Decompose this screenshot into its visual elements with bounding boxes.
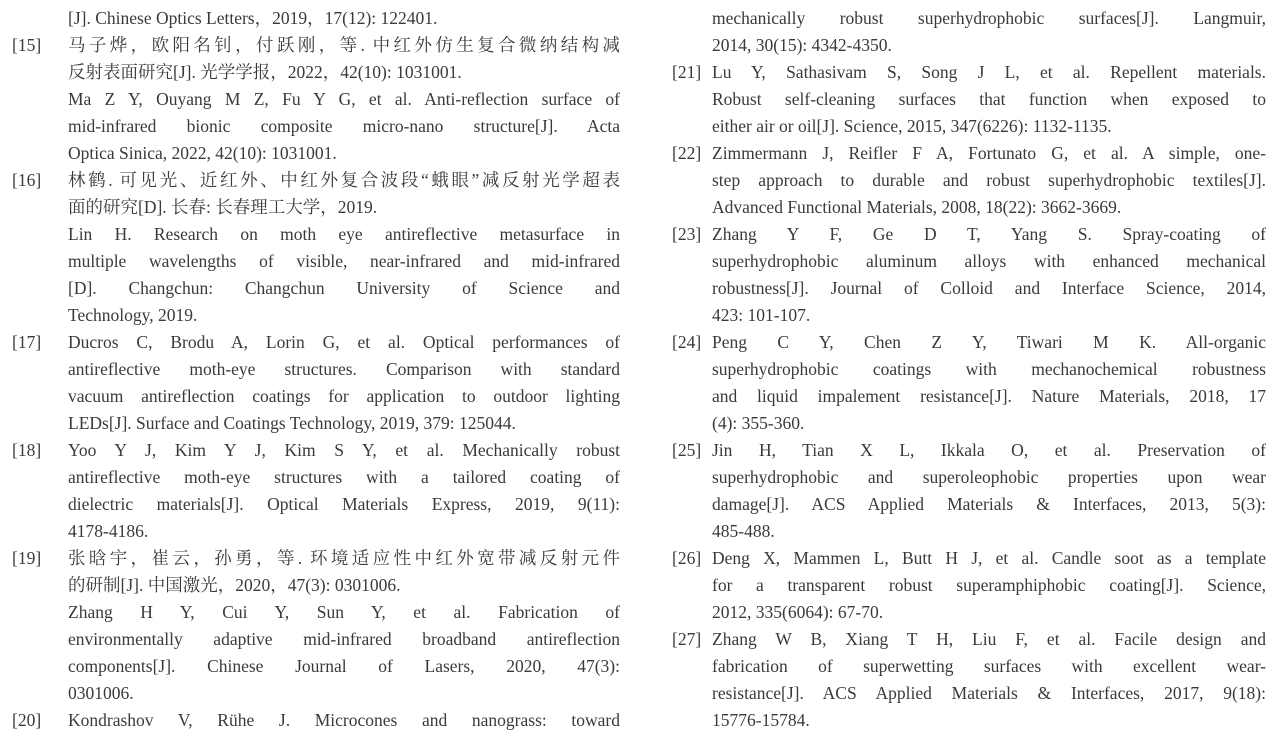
- reference-line: Zhang H Y, Cui Y, Sun Y, et al. Fabrication of: [68, 602, 620, 622]
- reference-number: [21]: [672, 62, 702, 82]
- reference-entry: [672, 545, 1266, 626]
- reference-text: [68, 32, 620, 167]
- reference-line: Robust self-cleaning surfaces that function when exposed to: [712, 89, 1266, 109]
- reference-line: either air or oil[J]. Science, 2015, 347(6226): 1132-1135.: [712, 116, 1112, 136]
- reference-line: damage[J]. ACS Applied Materials & Interfaces, 2013, 5(3):: [712, 494, 1266, 514]
- reference-line: 林鹤. 可见光、近红外、中红外复合波段“蛾眼”减反射光学超表: [68, 170, 620, 190]
- reference-line: 张晗宇，崔云，孙勇，等. 环境适应性中红外宽带减反射元件: [68, 548, 620, 568]
- reference-text: [68, 329, 620, 437]
- reference-line: and liquid impalement resistance[J]. Nature Materials, 2018, 17: [712, 386, 1266, 406]
- reference-entry: [672, 5, 1266, 59]
- reference-number: [672, 5, 712, 32]
- reference-line: Zhang W B, Xiang T H, Liu F, et al. Facile design and: [712, 629, 1266, 649]
- reference-entry: [672, 329, 1266, 437]
- reference-entry: [672, 140, 1266, 221]
- references-column-left: [12, 5, 620, 734]
- reference-line: superhydrophobic coatings with mechanochemical robustness: [712, 359, 1266, 379]
- reference-line: 马子烨，欧阳名钊，付跃刚，等. 中红外仿生复合微纳结构减: [68, 35, 620, 55]
- reference-text: [68, 5, 620, 32]
- reference-number: [19]: [12, 548, 42, 568]
- reference-number: [12, 5, 68, 32]
- reference-number: [22]: [672, 143, 702, 163]
- reference-entry: [672, 626, 1266, 734]
- reference-line: components[J]. Chinese Journal of Lasers, 2020, 47(3):: [68, 656, 620, 676]
- reference-number: [26]: [672, 548, 702, 568]
- reference-line: environmentally adaptive mid-infrared broadband antireflection: [68, 629, 620, 649]
- reference-line: Peng C Y, Chen Z Y, Tiwari M K. All-organic: [712, 332, 1266, 352]
- reference-line: Ma Z Y, Ouyang M Z, Fu Y G, et al. Anti-reflection surface of: [68, 89, 620, 109]
- reference-text: [712, 221, 1266, 329]
- reference-text: [68, 167, 620, 329]
- reference-line: mid-infrared bionic composite micro-nano structure[J]. Acta: [68, 116, 620, 136]
- reference-text: [712, 329, 1266, 437]
- reference-line: Optica Sinica, 2022, 42(10): 1031001.: [68, 143, 337, 163]
- reference-line: 2012, 335(6064): 67-70.: [712, 602, 884, 622]
- reference-line: Zhang Y F, Ge D T, Yang S. Spray-coating of: [712, 224, 1266, 244]
- reference-line: 2014, 30(15): 4342-4350.: [712, 35, 892, 55]
- reference-line: Zimmermann J, Reifler F A, Fortunato G, et al. A simple, one-: [712, 143, 1266, 163]
- reference-line: LEDs[J]. Surface and Coatings Technology, 2019, 379: 125044.: [68, 413, 516, 433]
- reference-number: [15]: [12, 35, 42, 55]
- reference-number: [25]: [672, 440, 702, 460]
- reference-line: 面的研究[D]. 长春: 长春理工大学，2019.: [68, 197, 378, 217]
- references-column-right: [672, 5, 1266, 734]
- reference-entry: [12, 545, 620, 707]
- reference-line: multiple wavelengths of visible, near-infrared and mid-infrared: [68, 251, 620, 271]
- reference-line: Ducros C, Brodu A, Lorin G, et al. Optical performances of: [68, 332, 620, 352]
- reference-entry: [12, 167, 620, 329]
- reference-text: [712, 59, 1266, 140]
- reference-line: Technology, 2019.: [68, 305, 198, 325]
- reference-line: 4178-4186.: [68, 521, 149, 541]
- reference-number: [23]: [672, 224, 702, 244]
- reference-number: [16]: [12, 170, 42, 190]
- reference-entry: [12, 707, 620, 734]
- reference-entry: [672, 221, 1266, 329]
- reference-line: mechanically robust superhydrophobic surfaces[J]. Langmuir,: [712, 8, 1266, 28]
- reference-entry: [12, 329, 620, 437]
- reference-line: Lu Y, Sathasivam S, Song J L, et al. Repellent materials.: [712, 62, 1266, 82]
- reference-number: [17]: [12, 332, 42, 352]
- reference-line: Advanced Functional Materials, 2008, 18(22): 3662-3669.: [712, 197, 1122, 217]
- reference-line: superhydrophobic aluminum alloys with enhanced mechanical: [712, 251, 1266, 271]
- reference-line: 反射表面研究[J]. 光学学报，2022，42(10): 1031001.: [68, 62, 462, 82]
- reference-text: [712, 626, 1266, 734]
- reference-text: [68, 707, 620, 734]
- reference-text: [712, 140, 1266, 221]
- reference-text: [712, 437, 1266, 545]
- reference-line: [D]. Changchun: Changchun University of Science and: [68, 278, 620, 298]
- reference-text: [68, 437, 620, 545]
- reference-line: fabrication of superwetting surfaces with excellent wear-: [712, 656, 1266, 676]
- reference-line: antireflective moth-eye structures. Comparison with standard: [68, 359, 620, 379]
- reference-text: [68, 545, 620, 707]
- reference-line: Yoo Y J, Kim Y J, Kim S Y, et al. Mechanically robust: [68, 440, 620, 460]
- reference-line: vacuum antireflection coatings for application to outdoor lighting: [68, 386, 620, 406]
- reference-number: [27]: [672, 629, 702, 649]
- reference-line: 15776-15784.: [712, 710, 810, 730]
- reference-number: [18]: [12, 440, 42, 460]
- reference-line: Deng X, Mammen L, Butt H J, et al. Candle soot as a template: [712, 548, 1266, 568]
- reference-line: 423: 101-107.: [712, 305, 811, 325]
- reference-entry: [12, 437, 620, 545]
- reference-number: [20]: [12, 710, 42, 730]
- reference-line: resistance[J]. ACS Applied Materials & Interfaces, 2017, 9(18):: [712, 683, 1266, 703]
- reference-entry: [672, 59, 1266, 140]
- reference-line: [J]. Chinese Optics Letters，2019，17(12): 122401.: [68, 8, 438, 28]
- reference-line: 0301006.: [68, 683, 134, 703]
- reference-line: antireflective moth-eye structures with a tailored coating of: [68, 467, 620, 487]
- reference-entry: [12, 5, 620, 32]
- reference-line: (4): 355-360.: [712, 413, 805, 433]
- reference-number: [24]: [672, 332, 702, 352]
- reference-line: Kondrashov V, Rühe J. Microcones and nanograss: toward: [68, 710, 620, 730]
- reference-line: Jin H, Tian X L, Ikkala O, et al. Preservation of: [712, 440, 1266, 460]
- reference-line: 485-488.: [712, 521, 775, 541]
- reference-line: robustness[J]. Journal of Colloid and Interface Science, 2014,: [712, 278, 1266, 298]
- reference-text: [712, 545, 1266, 626]
- reference-text: [712, 5, 1266, 59]
- reference-line: dielectric materials[J]. Optical Materials Express, 2019, 9(11):: [68, 494, 620, 514]
- reference-entry: [672, 437, 1266, 545]
- reference-entry: [12, 32, 620, 167]
- reference-line: Lin H. Research on moth eye antireflective metasurface in: [68, 224, 620, 244]
- reference-line: for a transparent robust superamphiphobic coating[J]. Science,: [712, 575, 1266, 595]
- reference-line: 的研制[J]. 中国激光，2020，47(3): 0301006.: [68, 575, 401, 595]
- reference-line: step approach to durable and robust superhydrophobic textiles[J].: [712, 170, 1266, 190]
- reference-line: superhydrophobic and superoleophobic properties upon wear: [712, 467, 1266, 487]
